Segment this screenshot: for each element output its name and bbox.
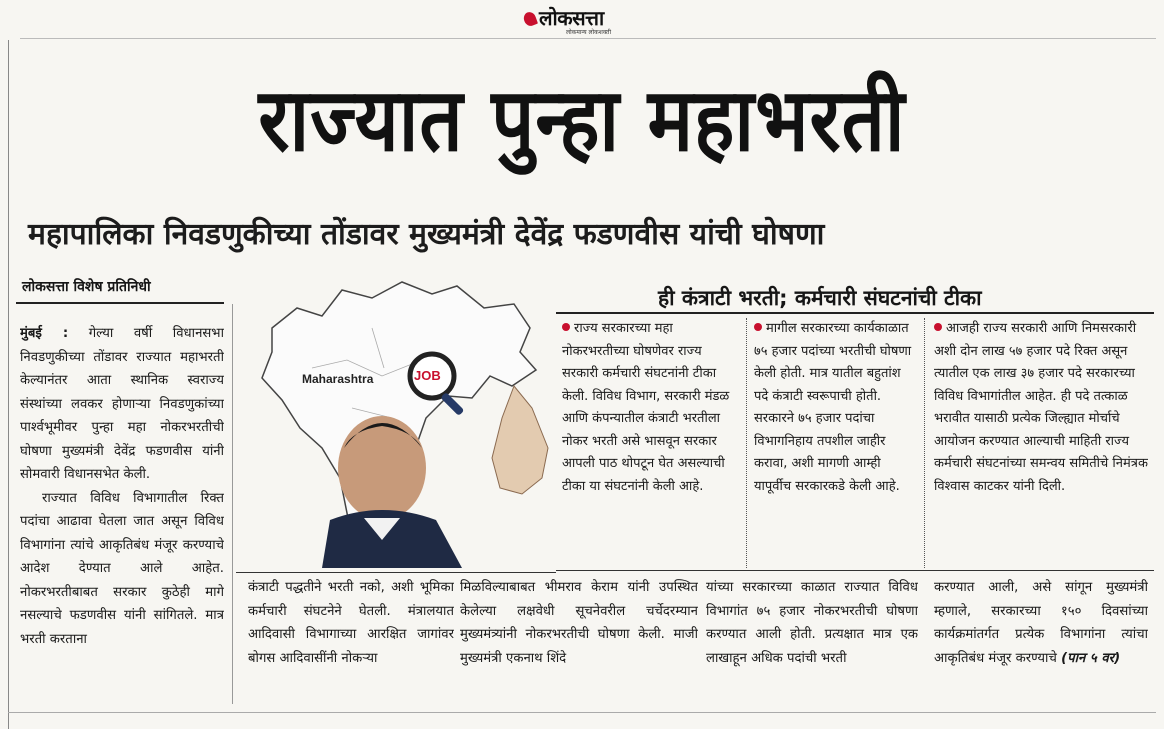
- lead-column: [20, 322, 224, 702]
- sidebar-column-3: [934, 318, 1148, 568]
- body-column-2: कंत्राटी पद्धतीने भरती नको, अशी भूमिका कर्मचारी संघटनेने घेतली. मंत्रालयात आदिवासी विभागाच्या आरक्षित जागांवर बोगस आदिवासींनी नोकऱ्या: [248, 580, 454, 666]
- job-label: JOB: [414, 368, 441, 383]
- body-column-3: मिळविल्याबाबत भीमराव केराम यांनी उपस्थित केलेल्या लक्षवेधी सूचनेवरील चर्चेदरम्यान मुख्यमंत्र्यांनी नोकरभरतीची घोषणा केली. माजी मुख्यमंत्री एकनाथ शिंदे: [460, 580, 698, 666]
- sidebar-divider-1: [746, 318, 747, 568]
- headline: राज्यात पुन्हा महाभरती: [258, 68, 906, 171]
- sidebar-column-2-text: मागील सरकारच्या कार्यकाळात ७५ हजार पदांच्या भरतीची घोषणा केली होती. मात्र यातील बहुतांश पदे कंत्राटी स्वरूपाची होती. सरकारने ७५ हजार पदांचा विभागनिहाय तपशील जाहीर करावा, अशी मागणी आम्ही यापूर्वीच सरकारकडे केली आहे.: [754, 321, 912, 494]
- red-bullet-icon: [934, 323, 942, 331]
- newspaper-logo: [524, 4, 604, 31]
- sidebar-bottom-rule: [556, 570, 1154, 571]
- logo-flame-icon: [522, 10, 538, 27]
- sidebar-divider-2: [924, 318, 925, 568]
- sidebar-kicker: ही कंत्राटी भरती; कर्मचारी संघटनांची टीका: [658, 286, 982, 310]
- dateline: मुंबई :: [20, 326, 69, 341]
- byline-divider: [16, 302, 224, 304]
- map-label: Maharashtra: [302, 372, 374, 386]
- sidebar-column-1-text: राज्य सरकारच्या महा नोकरभरतीच्या घोषणेवर राज्य सरकारी कर्मचारी संघटनांनी टीका केली. विविध विभाग, सरकारी मंडळ आणि कंपन्यातील कंत्राटी भरतीला नोकर भरती असे भासवून सरकार आपली पाठ थोपटून घेत असल्याची टीका या संघटनांनी केली आहे.: [562, 321, 730, 494]
- byline: लोकसत्ता विशेष प्रतिनिधी: [22, 279, 151, 295]
- sidebar-column-2: [754, 318, 912, 568]
- top-divider: [20, 38, 1156, 39]
- subheadline: महापालिका निवडणुकीच्या तोंडावर मुख्यमंत्री देवेंद्र फडणवीस यांची घोषणा: [28, 217, 825, 252]
- body-column-4: यांच्या सरकारच्या काळात राज्यात विविध विभागांत ७५ हजार नोकरभरतीची घोषणा करण्यात आली होती. प्रत्यक्षात मात्र एक लाखाहून अधिक पदांची भरती: [706, 580, 918, 666]
- body-column-5: [934, 576, 1148, 704]
- maharashtra-map-image: [252, 268, 552, 568]
- body-column-5-text: करण्यात आली, असे सांगून मुख्यमंत्री म्हणाले, सरकारच्या १५० दिवसांच्या कार्यक्रमांतर्गत प्रत्येक विभागांना त्यांचा आकृतिबंध मंजूर करण्याचे: [934, 580, 1148, 666]
- lead-column-rule: [232, 304, 233, 704]
- red-bullet-icon: [562, 323, 570, 331]
- masthead: [0, 0, 1164, 40]
- red-bullet-icon: [754, 323, 762, 331]
- lead-paragraph-1: [20, 322, 224, 487]
- lead-paragraph-1-text: गेल्या वर्षी विधानसभा निवडणुकीच्या तोंडावर राज्यात महाभरती केल्यानंतर आता स्थानिक स्वराज्य संस्थांच्या लवकर होणाऱ्या निवडणुकांच्या पार्श्वभूमीवर पुन्हा महा नोकरभरतीची घोषणा मुख्यमंत्री देवेंद्र फडणवीस यांनी सोमवारी विधानसभेत केली.: [20, 326, 224, 482]
- lead-paragraph-2: राज्यात विविध विभागातील रिक्त पदांचा आढावा घेतला जात असून विविध विभागांना त्यांचे आकृतिबंध मंजूर करण्याचे आदेश देण्यात आले आहेत. नोकरभरतीबाबत सरकार कुठेही मागे नसल्याचे फडणवीस यांनी सांगितले. मात्र भरती करताना: [20, 490, 224, 647]
- logo-text: लोकसत्ता: [539, 6, 604, 30]
- continued-on-page: (पान ५ वर): [1061, 650, 1121, 666]
- sidebar-column-1: [562, 318, 740, 568]
- kicker-divider: [556, 312, 1154, 314]
- page-bottom-rule: [8, 712, 1156, 713]
- photo-bottom-rule: [236, 572, 556, 573]
- map-illustration: [252, 268, 552, 568]
- sidebar-column-3-text: आजही राज्य सरकारी आणि निमसरकारी अशी दोन लाख ५७ हजार पदे रिक्त असून त्यातील एक लाख ३७ हजार पदे सरकारच्या विविध विभागांतील आहेत. ही पदे तत्काळ भरावीत यासाठी प्रत्येक जिल्ह्यात मोर्चाचे आयोजन करण्यात आल्याची माहिती राज्य कर्मचारी संघटनांच्या समन्वय समितीचे निमंत्रक विश्वास काटकर यांनी दिली.: [934, 321, 1148, 494]
- logo-tagline: लोकमान्य लोकशक्ती: [566, 29, 612, 36]
